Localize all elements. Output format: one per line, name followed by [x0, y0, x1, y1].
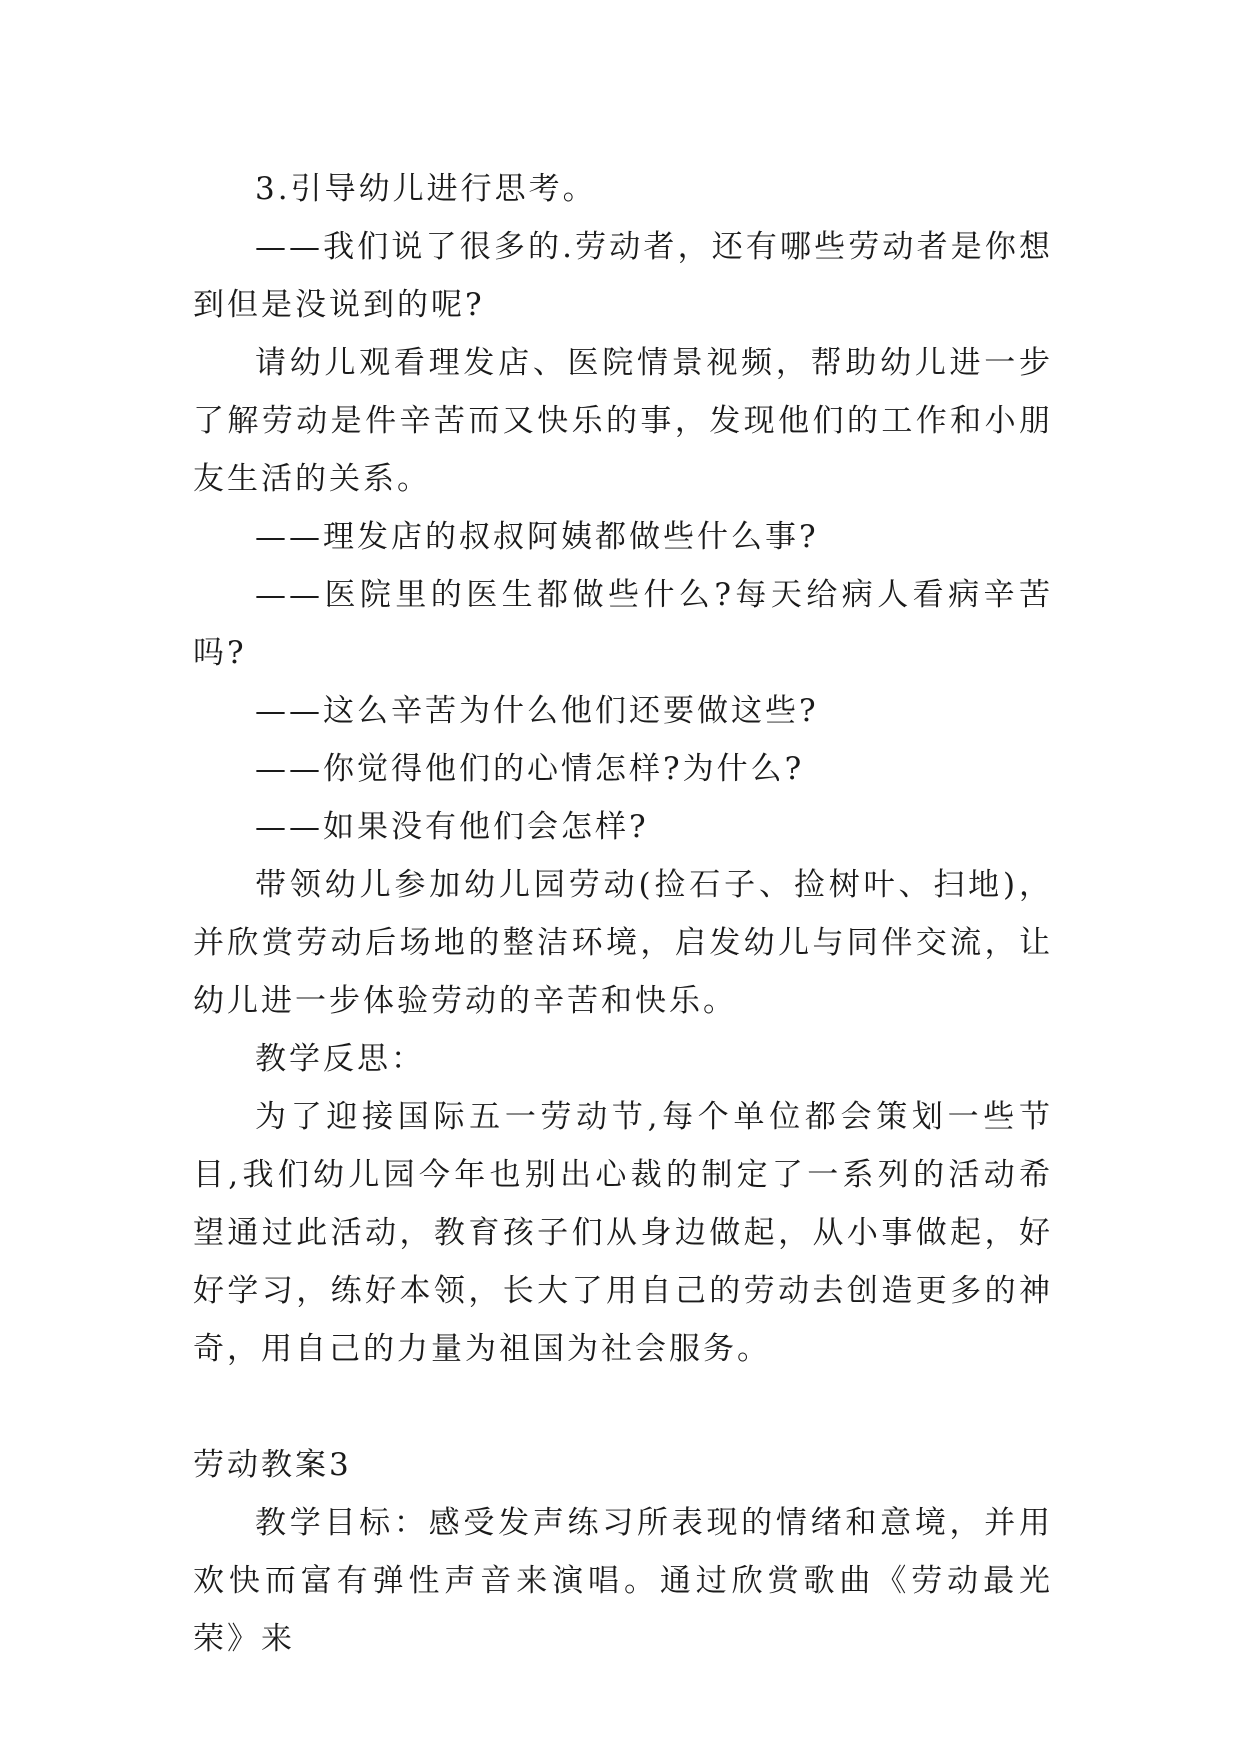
paragraph-teaching-goals: 教学目标：感受发声练习所表现的情绪和意境，并用欢快而富有弹性声音来演唱。通过欣赏歌曲《劳动最光荣》来	[193, 1505, 1053, 1657]
section-title: 劳动教案3	[193, 1447, 352, 1483]
paragraph-question-mood: ——你觉得他们的心情怎样?为什么?	[255, 751, 805, 787]
document-body	[193, 160, 1053, 1668]
paragraph-question-workers: ——我们说了很多的.劳动者，还有哪些劳动者是你想到但是没说到的呢?	[193, 229, 1053, 323]
paragraph-reflection-label: 教学反思：	[255, 1041, 425, 1077]
paragraph-question-why: ——这么辛苦为什么他们还要做这些?	[255, 693, 819, 729]
paragraph-question-doctor: ——医院里的医生都做些什么?每天给病人看病辛苦吗?	[193, 577, 1053, 671]
paragraph-step-3: 3.引导幼儿进行思考。	[255, 171, 597, 207]
paragraph-video-instruction: 请幼儿观看理发店、医院情景视频，帮助幼儿进一步了解劳动是件辛苦而又快乐的事，发现他们的工作和小朋友生活的关系。	[193, 345, 1053, 497]
paragraph-question-without: ——如果没有他们会怎样?	[255, 809, 649, 845]
paragraph-question-barber: ——理发店的叔叔阿姨都做些什么事?	[255, 519, 819, 555]
paragraph-reflection: 为了迎接国际五一劳动节,每个单位都会策划一些节目,我们幼儿园今年也别出心裁的制定了一系列的活动希望通过此活动，教育孩子们从身边做起，从小事做起，好好学习，练好本领，长大了用自己的劳动去创造更多的神奇，用自己的力量为祖国为社会服务。	[193, 1099, 1053, 1367]
paragraph-activity: 带领幼儿参加幼儿园劳动(捡石子、捡树叶、扫地)，并欣赏劳动后场地的整洁环境，启发幼儿与同伴交流，让幼儿进一步体验劳动的辛苦和快乐。	[193, 867, 1053, 1019]
